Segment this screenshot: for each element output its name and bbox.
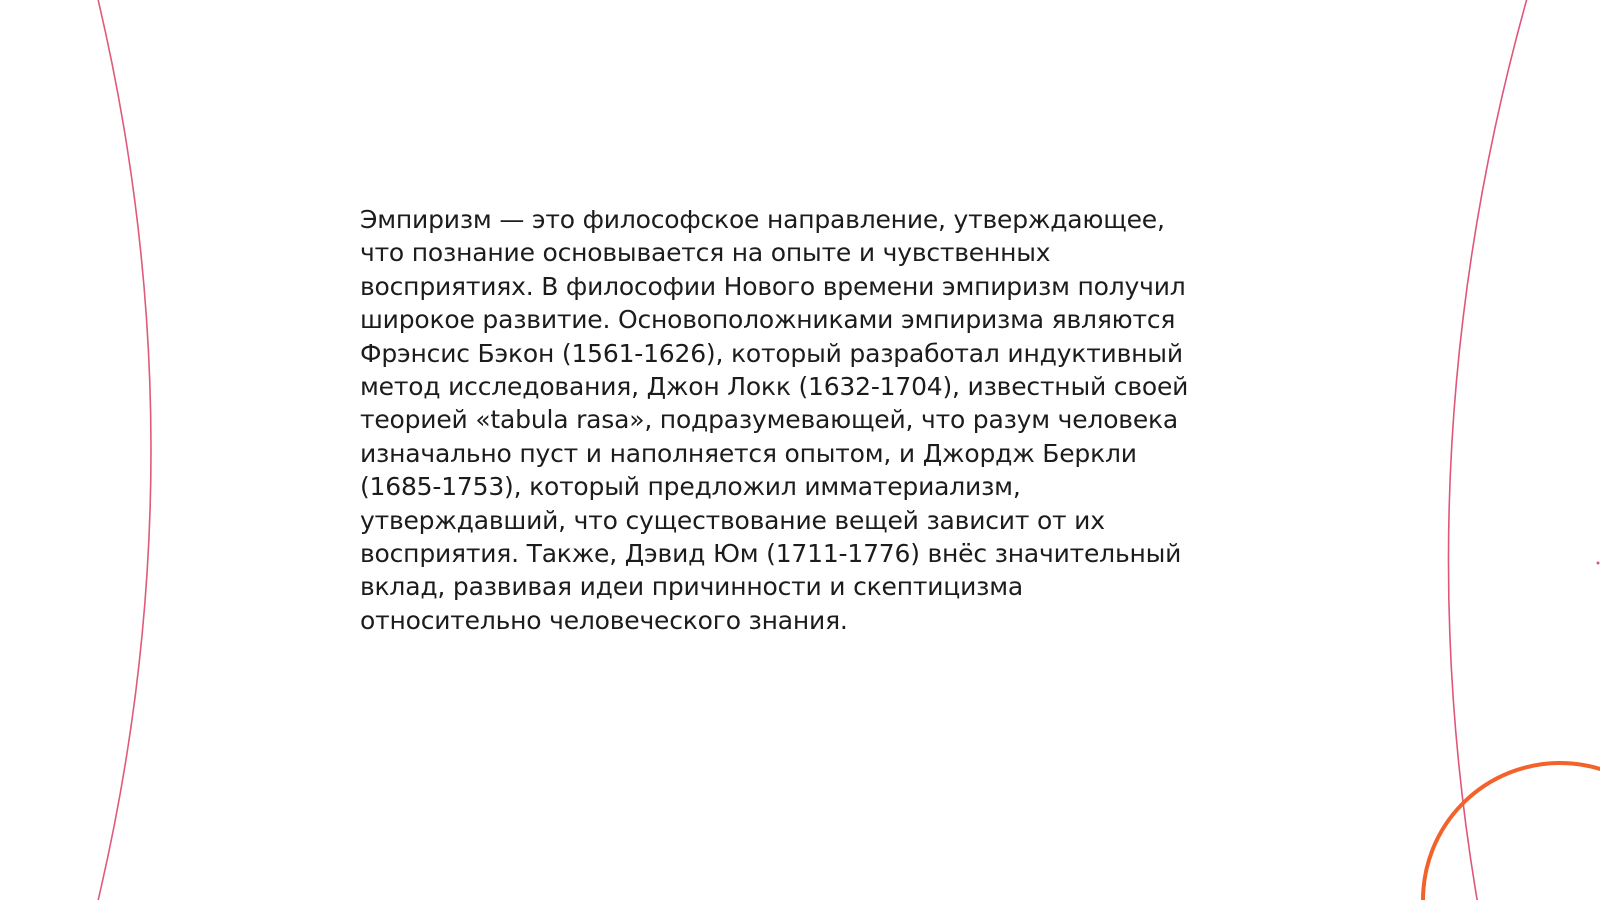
left-arc	[97, 0, 151, 900]
right-arc	[1448, 0, 1528, 900]
corner-circle	[1423, 763, 1600, 900]
edge-dot	[1597, 562, 1600, 565]
slide-body-text: Эмпиризм — это философское направление, утверждающее, что познание основывается на опыте и чувственных восприятиях. В философии Нового времени эмпиризм получил широкое развитие. Основоположниками эмпиризма являются Фрэнсис Бэкон (1561-1626), который разработал индуктивный метод исследования, Джон Локк (1632-1704), известный своей теорией «tabula rasa», подразумевающей, что разум человека изначально пуст и наполняется опытом, и Джордж Беркли (1685-1753), который предложил имматериализм, утверждавший, что существование вещей зависит от их восприятия. Также, Дэвид Юм (1711-1776) внёс значительный вклад, развивая идеи причинности и скептицизма относительно человеческого знания.	[360, 205, 1189, 635]
